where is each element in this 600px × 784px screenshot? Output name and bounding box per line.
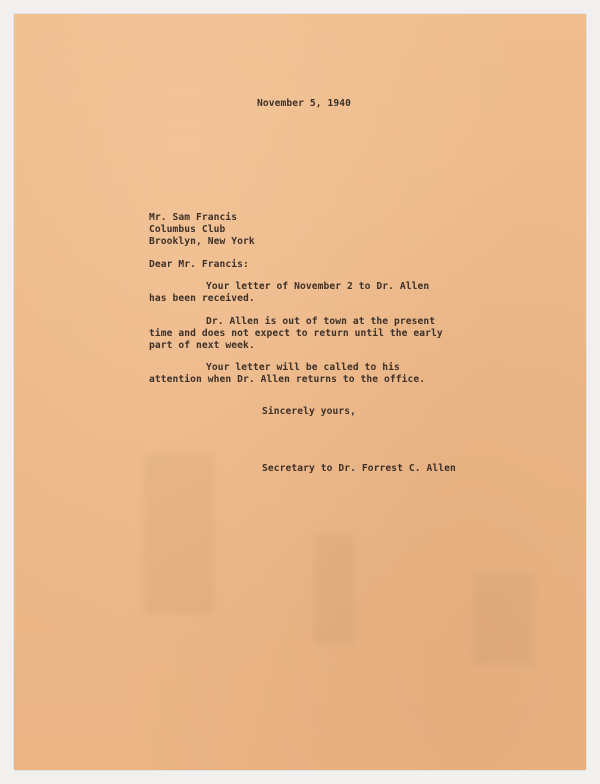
paragraph-3-line-2: attention when Dr. Allen returns to the office. xyxy=(149,374,426,385)
paragraph-1-line-1: Your letter of November 2 to Dr. Allen xyxy=(206,281,430,292)
recipient-location: Brooklyn, New York xyxy=(149,236,255,247)
paper-smudge xyxy=(314,534,354,644)
paragraph-1-line-2: has been received. xyxy=(149,293,255,304)
paragraph-3-line-1: Your letter will be called to his xyxy=(206,362,400,373)
letter-page xyxy=(14,14,586,770)
signature-line: Secretary to Dr. Forrest C. Allen xyxy=(262,463,456,474)
paragraph-2-line-2: time and does not expect to return until the early xyxy=(149,328,443,339)
paper-smudge xyxy=(474,574,534,664)
recipient-name: Mr. Sam Francis xyxy=(149,212,238,223)
letter-date: November 5, 1940 xyxy=(257,98,352,109)
paragraph-2-line-3: part of next week. xyxy=(149,340,255,351)
paper-smudge xyxy=(144,454,214,614)
salutation: Dear Mr. Francis: xyxy=(149,259,249,270)
paragraph-2-line-1: Dr. Allen is out of town at the present xyxy=(206,316,436,327)
closing: Sincerely yours, xyxy=(262,406,357,417)
recipient-organization: Columbus Club xyxy=(149,224,226,235)
